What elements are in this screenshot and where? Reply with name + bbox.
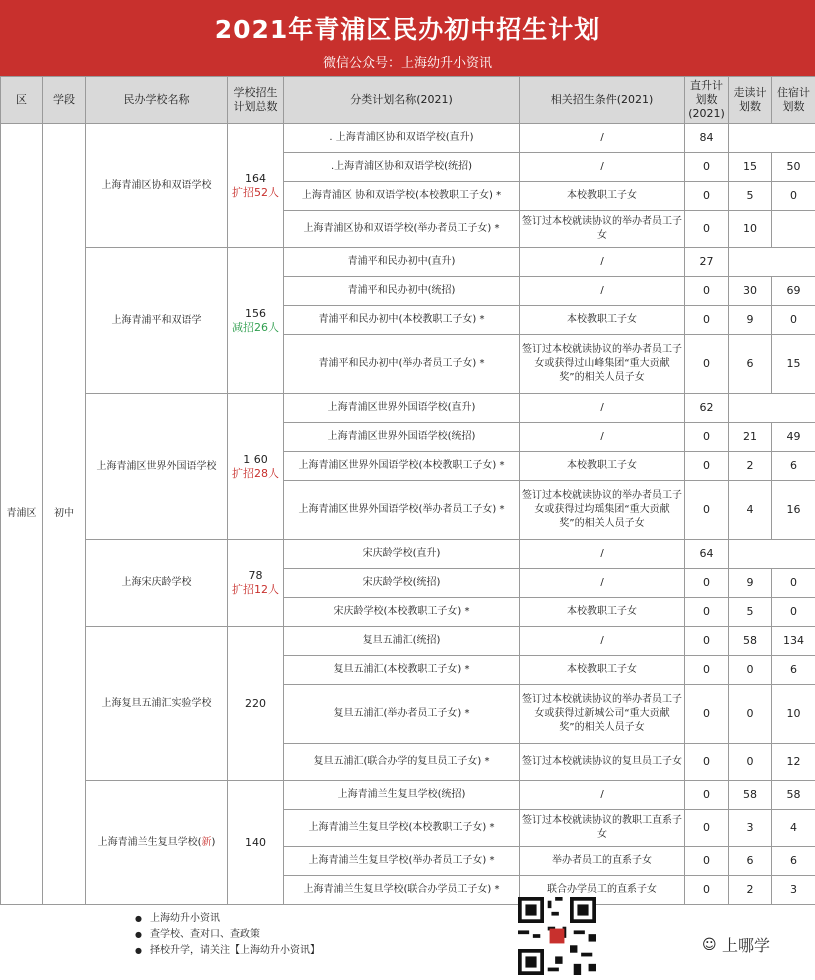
plan-name-cell: 上海青浦兰生复旦学校(联合办学员工子女) * xyxy=(284,876,520,905)
boarding-count-cell: 16 xyxy=(772,481,815,540)
condition-cell: / xyxy=(520,627,685,656)
plan-name-cell: 上海青浦兰生复旦学校(举办者员工子女) * xyxy=(284,847,520,876)
col-header-day: 走读计划数 xyxy=(729,77,772,124)
day-count-cell: 3 xyxy=(729,810,772,847)
empty-cell xyxy=(729,124,815,153)
plan-name-cell: 上海青浦区世界外国语学校(直升) xyxy=(284,394,520,423)
total-cell xyxy=(228,540,284,627)
boarding-count-cell: 6 xyxy=(772,452,815,481)
direct-count-cell: 0 xyxy=(685,306,729,335)
total-value: 140 xyxy=(245,835,266,849)
table-row xyxy=(1,627,815,656)
plan-name-cell: 青浦平和民办初中(直升) xyxy=(284,248,520,277)
direct-count-cell: 0 xyxy=(685,153,729,182)
day-count-cell: 6 xyxy=(729,847,772,876)
condition-cell: / xyxy=(520,781,685,810)
direct-count-cell: 0 xyxy=(685,211,729,248)
school-name-cell xyxy=(86,124,228,248)
col-header-direct: 直升计划数(2021) xyxy=(685,77,729,124)
direct-count-cell: 0 xyxy=(685,627,729,656)
condition-cell: 签订过本校就读协议的举办者员工子女或获得过山峰集团“重大贡献奖”的相关人员子女 xyxy=(520,335,685,394)
condition-cell: 签订过本校就读协议的举办者员工子女或获得过新城公司“重大贡献奖”的相关人员子女 xyxy=(520,685,685,744)
plan-name-cell: 上海青浦区世界外国语学校(本校教职工子女) * xyxy=(284,452,520,481)
school-name: 上海青浦兰生复旦学校( xyxy=(97,836,202,848)
day-count-cell: 10 xyxy=(729,211,772,248)
footer-bullet: ● 择校升学，请关注【上海幼升小资讯】 xyxy=(135,943,320,959)
day-count-cell: 0 xyxy=(729,744,772,781)
plan-name-cell: 复旦五浦汇(本校教职工子女) * xyxy=(284,656,520,685)
total-cell xyxy=(228,394,284,540)
footer-bullet: ● 上海幼升小资讯 xyxy=(135,911,320,927)
plan-name-cell: 上海青浦区协和双语学校(举办者员工子女) * xyxy=(284,211,520,248)
enrollment-table xyxy=(0,76,815,905)
condition-cell: / xyxy=(520,540,685,569)
condition-cell: / xyxy=(520,423,685,452)
direct-count-cell: 0 xyxy=(685,182,729,211)
boarding-count-cell: 12 xyxy=(772,744,815,781)
boarding-count-cell: 3 xyxy=(772,876,815,905)
direct-count-cell: 0 xyxy=(685,452,729,481)
condition-cell: / xyxy=(520,394,685,423)
school-name: 上海青浦区世界外国语学校 xyxy=(96,460,217,472)
direct-count-cell: 84 xyxy=(685,124,729,153)
col-header-plan-name: 分类计划名称(2021) xyxy=(284,77,520,124)
total-value: 156 xyxy=(245,306,266,320)
school-name: 上海复旦五浦汇实验学校 xyxy=(101,697,212,709)
school-name-cell xyxy=(86,627,228,781)
direct-count-cell: 0 xyxy=(685,481,729,540)
total-value: 1 60 xyxy=(243,452,268,466)
plan-name-cell: . 上海青浦区协和双语学校(直升) xyxy=(284,124,520,153)
plan-name-cell: 宋庆龄学校(本校教职工子女) * xyxy=(284,598,520,627)
day-count-cell: 0 xyxy=(729,685,772,744)
school-name-tail: ) xyxy=(211,836,216,848)
page-header xyxy=(0,0,815,76)
condition-cell: 签订过本校就读协议的教职工直系子女 xyxy=(520,810,685,847)
school-name: 上海青浦区协和双语学校 xyxy=(101,179,212,191)
plan-name-cell: 青浦平和民办初中(举办者员工子女) * xyxy=(284,335,520,394)
boarding-count-cell: 0 xyxy=(772,182,815,211)
condition-cell: 本校教职工子女 xyxy=(520,182,685,211)
table-row xyxy=(1,124,815,153)
condition-cell: 本校教职工子女 xyxy=(520,656,685,685)
footer-bullet: ● 查学校、查对口、查政策 xyxy=(135,927,320,943)
condition-cell: 举办者员工的直系子女 xyxy=(520,847,685,876)
school-name: 上海青浦平和双语学 xyxy=(111,314,202,326)
empty-cell xyxy=(729,394,815,423)
empty-cell xyxy=(729,540,815,569)
table-row xyxy=(1,540,815,569)
boarding-count-cell: 134 xyxy=(772,627,815,656)
direct-count-cell: 0 xyxy=(685,423,729,452)
direct-count-cell: 0 xyxy=(685,598,729,627)
condition-cell: 联合办学员工的直系子女 xyxy=(520,876,685,905)
boarding-count-cell: 6 xyxy=(772,656,815,685)
boarding-count-cell xyxy=(772,211,815,248)
footer xyxy=(0,889,815,980)
total-value: 220 xyxy=(245,696,266,710)
direct-count-cell: 0 xyxy=(685,810,729,847)
boarding-count-cell: 10 xyxy=(772,685,815,744)
day-count-cell: 2 xyxy=(729,452,772,481)
change-badge: 扩招52人 xyxy=(232,185,279,199)
change-badge: 减招26人 xyxy=(232,320,279,334)
day-count-cell: 6 xyxy=(729,335,772,394)
day-count-cell: 2 xyxy=(729,876,772,905)
day-count-cell: 58 xyxy=(729,781,772,810)
stage-cell: 初中 xyxy=(43,124,86,905)
table-body xyxy=(1,124,815,905)
condition-cell: 签订过本校就读协议的举办者员工子女 xyxy=(520,211,685,248)
col-header-boarding: 住宿计划数 xyxy=(772,77,815,124)
day-count-cell: 5 xyxy=(729,182,772,211)
boarding-count-cell: 69 xyxy=(772,277,815,306)
brand-name: 上哪学 xyxy=(722,936,771,955)
day-count-cell: 58 xyxy=(729,627,772,656)
school-name-cell xyxy=(86,394,228,540)
day-count-cell: 9 xyxy=(729,306,772,335)
condition-cell: / xyxy=(520,124,685,153)
boarding-count-cell: 0 xyxy=(772,306,815,335)
boarding-count-cell: 0 xyxy=(772,598,815,627)
direct-count-cell: 0 xyxy=(685,781,729,810)
condition-cell: 签订过本校就读协议的复旦员工子女 xyxy=(520,744,685,781)
table-header-row xyxy=(1,77,815,124)
day-count-cell: 5 xyxy=(729,598,772,627)
plan-name-cell: .上海青浦区协和双语学校(统招) xyxy=(284,153,520,182)
day-count-cell: 30 xyxy=(729,277,772,306)
school-name-cell xyxy=(86,248,228,394)
table-row xyxy=(1,781,815,810)
boarding-count-cell: 58 xyxy=(772,781,815,810)
condition-cell: / xyxy=(520,277,685,306)
day-count-cell: 15 xyxy=(729,153,772,182)
district-cell: 青浦区 xyxy=(1,124,43,905)
boarding-count-cell: 50 xyxy=(772,153,815,182)
boarding-count-cell: 4 xyxy=(772,810,815,847)
table-row xyxy=(1,248,815,277)
school-name-cell xyxy=(86,540,228,627)
total-value: 78 xyxy=(248,569,263,582)
day-count-cell: 9 xyxy=(729,569,772,598)
condition-cell: 本校教职工子女 xyxy=(520,598,685,627)
day-count-cell: 21 xyxy=(729,423,772,452)
plan-name-cell: 青浦平和民办初中(本校教职工子女) * xyxy=(284,306,520,335)
boarding-count-cell: 15 xyxy=(772,335,815,394)
new-badge: 新 xyxy=(201,836,212,848)
condition-cell: 本校教职工子女 xyxy=(520,452,685,481)
wechat-icon: ☺ xyxy=(702,937,717,953)
direct-count-cell: 0 xyxy=(685,277,729,306)
total-cell xyxy=(228,627,284,781)
page-title: 2021年青浦区民办初中招生计划 xyxy=(214,15,601,44)
direct-count-cell: 0 xyxy=(685,569,729,598)
plan-name-cell: 上海青浦兰生复旦学校(本校教职工子女) * xyxy=(284,810,520,847)
plan-name-cell: 上海青浦兰生复旦学校(统招) xyxy=(284,781,520,810)
plan-name-cell: 上海青浦区世界外国语学校(统招) xyxy=(284,423,520,452)
day-count-cell: 4 xyxy=(729,481,772,540)
condition-cell: / xyxy=(520,153,685,182)
boarding-count-cell: 49 xyxy=(772,423,815,452)
plan-name-cell: 上海青浦区世界外国语学校(举办者员工子女) * xyxy=(284,481,520,540)
plan-name-cell: 宋庆龄学校(直升) xyxy=(284,540,520,569)
total-value: 164 xyxy=(245,171,266,185)
col-header-school-name: 民办学校名称 xyxy=(86,77,228,124)
total-cell xyxy=(228,248,284,394)
direct-count-cell: 0 xyxy=(685,685,729,744)
direct-count-cell: 64 xyxy=(685,540,729,569)
condition-cell: / xyxy=(520,569,685,598)
col-header-district: 区 xyxy=(1,77,43,124)
direct-count-cell: 0 xyxy=(685,335,729,394)
page-subtitle: 微信公众号：上海幼升小资讯 xyxy=(322,56,492,71)
table-row xyxy=(1,394,815,423)
empty-cell xyxy=(729,248,815,277)
col-header-total: 学校招生计划总数 xyxy=(228,77,284,124)
plan-name-cell: 宋庆龄学校(统招) xyxy=(284,569,520,598)
total-cell xyxy=(228,781,284,905)
direct-count-cell: 62 xyxy=(685,394,729,423)
condition-cell: 本校教职工子女 xyxy=(520,306,685,335)
qr-code-icon xyxy=(518,897,596,975)
plan-name-cell: 复旦五浦汇(统招) xyxy=(284,627,520,656)
direct-count-cell: 0 xyxy=(685,656,729,685)
total-cell xyxy=(228,124,284,248)
school-name-cell xyxy=(86,781,228,905)
direct-count-cell: 0 xyxy=(685,847,729,876)
plan-name-cell: 上海青浦区 协和双语学校(本校教职工子女) * xyxy=(284,182,520,211)
day-count-cell: 0 xyxy=(729,656,772,685)
direct-count-cell: 27 xyxy=(685,248,729,277)
boarding-count-cell: 6 xyxy=(772,847,815,876)
plan-name-cell: 青浦平和民办初中(统招) xyxy=(284,277,520,306)
plan-name-cell: 复旦五浦汇(联合办学的复旦员工子女) * xyxy=(284,744,520,781)
school-name: 上海宋庆龄学校 xyxy=(121,577,192,588)
col-header-stage: 学段 xyxy=(43,77,86,124)
plan-name-cell: 复旦五浦汇(举办者员工子女) * xyxy=(284,685,520,744)
condition-cell: 签订过本校就读协议的举办者员工子女或获得过均瑶集团“重大贡献奖”的相关人员子女 xyxy=(520,481,685,540)
footer-bullets xyxy=(135,911,320,959)
direct-count-cell: 0 xyxy=(685,876,729,905)
boarding-count-cell: 0 xyxy=(772,569,815,598)
change-badge: 扩招28人 xyxy=(232,466,279,480)
direct-count-cell: 0 xyxy=(685,744,729,781)
condition-cell: / xyxy=(520,248,685,277)
col-header-conditions: 相关招生条件(2021) xyxy=(520,77,685,124)
change-badge: 扩招12人 xyxy=(232,583,279,596)
